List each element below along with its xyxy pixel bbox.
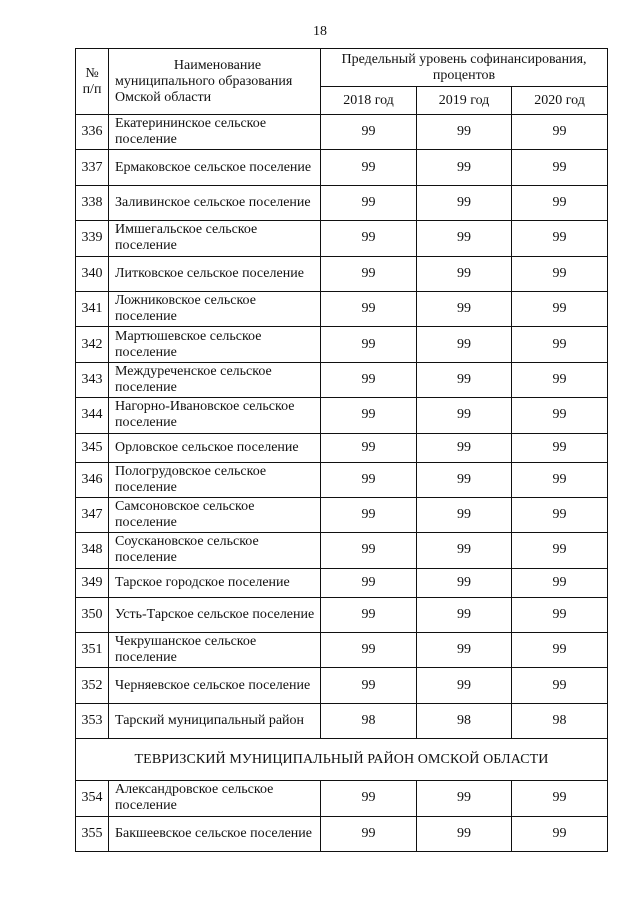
table-row (76, 115, 608, 150)
row-value-2018: 99 (321, 185, 417, 220)
row-value-2019: 99 (417, 150, 512, 185)
section-title: ТЕВРИЗСКИЙ МУНИЦИПАЛЬНЫЙ РАЙОН ОМСКОЙ ОБЛАСТИ (76, 739, 608, 781)
row-number: 347 (76, 497, 109, 532)
row-value-2020: 99 (512, 221, 608, 256)
row-value-2019: 99 (417, 362, 512, 397)
row-value-2018: 99 (321, 398, 417, 433)
table-row (76, 633, 608, 668)
row-value-2020: 99 (512, 291, 608, 326)
row-value-2020: 99 (512, 256, 608, 291)
row-value-2018: 99 (321, 362, 417, 397)
row-value-2020: 99 (512, 816, 608, 851)
table-row (76, 398, 608, 433)
row-value-2019: 99 (417, 497, 512, 532)
table-row (76, 433, 608, 462)
table-row (76, 781, 608, 816)
row-number: 343 (76, 362, 109, 397)
header-name-line1: Наименование (173, 57, 262, 73)
table-row (76, 462, 608, 497)
table-row (76, 185, 608, 220)
row-number: 352 (76, 668, 109, 703)
row-value-2019: 99 (417, 668, 512, 703)
row-municipality-name: Самсоновское сельское поселение (109, 497, 321, 532)
row-value-2018: 99 (321, 597, 417, 632)
table-body-tevriz (76, 781, 608, 852)
row-value-2020: 99 (512, 398, 608, 433)
row-municipality-name: Междуреченское сельское поселение (109, 362, 321, 397)
row-value-2018: 99 (321, 256, 417, 291)
header-year-2020: 2020 год (512, 87, 608, 115)
row-value-2018: 99 (321, 497, 417, 532)
table-row (76, 703, 608, 738)
row-value-2020: 99 (512, 115, 608, 150)
header-number (76, 49, 109, 115)
row-value-2020: 99 (512, 362, 608, 397)
row-municipality-name: Бакшеевское сельское поселение (109, 816, 321, 851)
row-value-2020: 99 (512, 597, 608, 632)
table-row (76, 568, 608, 597)
row-value-2020: 99 (512, 327, 608, 362)
table-row (76, 327, 608, 362)
row-municipality-name: Чекрушанское сельское поселение (109, 633, 321, 668)
row-value-2020: 99 (512, 568, 608, 597)
table-row (76, 597, 608, 632)
row-value-2020: 99 (512, 633, 608, 668)
header-name-line3: Омской области (115, 89, 212, 105)
table-row (76, 533, 608, 568)
row-value-2020: 99 (512, 150, 608, 185)
row-municipality-name: Ложниковское сельское поселение (109, 291, 321, 326)
row-municipality-name: Литковское сельское поселение (109, 256, 321, 291)
row-value-2019: 99 (417, 398, 512, 433)
row-municipality-name: Тарское городское поселение (109, 568, 321, 597)
row-value-2020: 99 (512, 462, 608, 497)
header-number-abbrev: п/п (82, 81, 102, 97)
table-row (76, 291, 608, 326)
row-value-2019: 99 (417, 462, 512, 497)
row-number: 339 (76, 221, 109, 256)
table-body-tara (76, 115, 608, 739)
cofinancing-table (75, 48, 608, 852)
row-value-2019: 99 (417, 633, 512, 668)
row-value-2018: 99 (321, 816, 417, 851)
row-value-2018: 99 (321, 462, 417, 497)
row-number: 342 (76, 327, 109, 362)
header-year-2019: 2019 год (417, 87, 512, 115)
row-municipality-name: Соускановское сельское поселение (109, 533, 321, 568)
row-value-2019: 99 (417, 568, 512, 597)
row-value-2018: 99 (321, 221, 417, 256)
row-number: 336 (76, 115, 109, 150)
row-value-2019: 98 (417, 703, 512, 738)
row-municipality-name: Александровское сельское поселение (109, 781, 321, 816)
row-value-2019: 99 (417, 781, 512, 816)
row-value-2019: 99 (417, 185, 512, 220)
row-value-2018: 98 (321, 703, 417, 738)
row-value-2019: 99 (417, 256, 512, 291)
row-value-2018: 99 (321, 633, 417, 668)
row-value-2020: 99 (512, 533, 608, 568)
table-row (76, 362, 608, 397)
row-number: 341 (76, 291, 109, 326)
row-municipality-name: Заливинское сельское поселение (109, 185, 321, 220)
table-row (76, 256, 608, 291)
row-number: 338 (76, 185, 109, 220)
row-value-2018: 99 (321, 433, 417, 462)
header-municipality-name (109, 49, 321, 115)
row-municipality-name: Ермаковское сельское поселение (109, 150, 321, 185)
row-value-2018: 99 (321, 291, 417, 326)
row-number: 354 (76, 781, 109, 816)
row-value-2020: 99 (512, 668, 608, 703)
row-value-2020: 99 (512, 433, 608, 462)
row-value-2020: 99 (512, 781, 608, 816)
row-number: 349 (76, 568, 109, 597)
row-number: 340 (76, 256, 109, 291)
row-value-2019: 99 (417, 291, 512, 326)
row-value-2018: 99 (321, 115, 417, 150)
table-row (76, 668, 608, 703)
row-value-2018: 99 (321, 668, 417, 703)
row-number: 337 (76, 150, 109, 185)
row-number: 355 (76, 816, 109, 851)
row-number: 348 (76, 533, 109, 568)
row-value-2018: 99 (321, 781, 417, 816)
row-municipality-name: Нагорно-Ивановское сельское поселение (109, 398, 321, 433)
row-value-2019: 99 (417, 533, 512, 568)
header-name-line2: муниципального образования (115, 73, 293, 89)
row-value-2018: 99 (321, 568, 417, 597)
row-municipality-name: Черняевское сельское поселение (109, 668, 321, 703)
row-number: 350 (76, 597, 109, 632)
header-year-2018: 2018 год (321, 87, 417, 115)
row-value-2020: 99 (512, 497, 608, 532)
row-municipality-name: Пологрудовское сельское поселение (109, 462, 321, 497)
row-value-2018: 99 (321, 533, 417, 568)
row-number: 351 (76, 633, 109, 668)
row-value-2019: 99 (417, 816, 512, 851)
row-number: 346 (76, 462, 109, 497)
row-municipality-name: Орловское сельское поселение (109, 433, 321, 462)
row-value-2019: 99 (417, 433, 512, 462)
table-row (76, 221, 608, 256)
table-row (76, 150, 608, 185)
row-value-2019: 99 (417, 115, 512, 150)
row-municipality-name: Усть-Тарское сельское поселение (109, 597, 321, 632)
row-municipality-name: Имшегальское сельское поселение (109, 221, 321, 256)
row-number: 344 (76, 398, 109, 433)
table-row (76, 816, 608, 851)
row-municipality-name: Тарский муниципальный район (109, 703, 321, 738)
row-value-2019: 99 (417, 327, 512, 362)
table-header (76, 49, 608, 115)
header-cofinancing-level: Предельный уровень софинансирования, процентов (321, 49, 608, 87)
page-number: 18 (313, 24, 327, 39)
header-number-symbol: № (85, 65, 99, 81)
row-value-2018: 99 (321, 150, 417, 185)
row-value-2020: 98 (512, 703, 608, 738)
row-municipality-name: Мартюшевское сельское поселение (109, 327, 321, 362)
table-row (76, 497, 608, 532)
row-value-2019: 99 (417, 597, 512, 632)
row-value-2020: 99 (512, 185, 608, 220)
row-value-2019: 99 (417, 221, 512, 256)
row-number: 353 (76, 703, 109, 738)
table-section (76, 739, 608, 781)
row-municipality-name: Екатерининское сельское поселение (109, 115, 321, 150)
row-number: 345 (76, 433, 109, 462)
row-value-2018: 99 (321, 327, 417, 362)
